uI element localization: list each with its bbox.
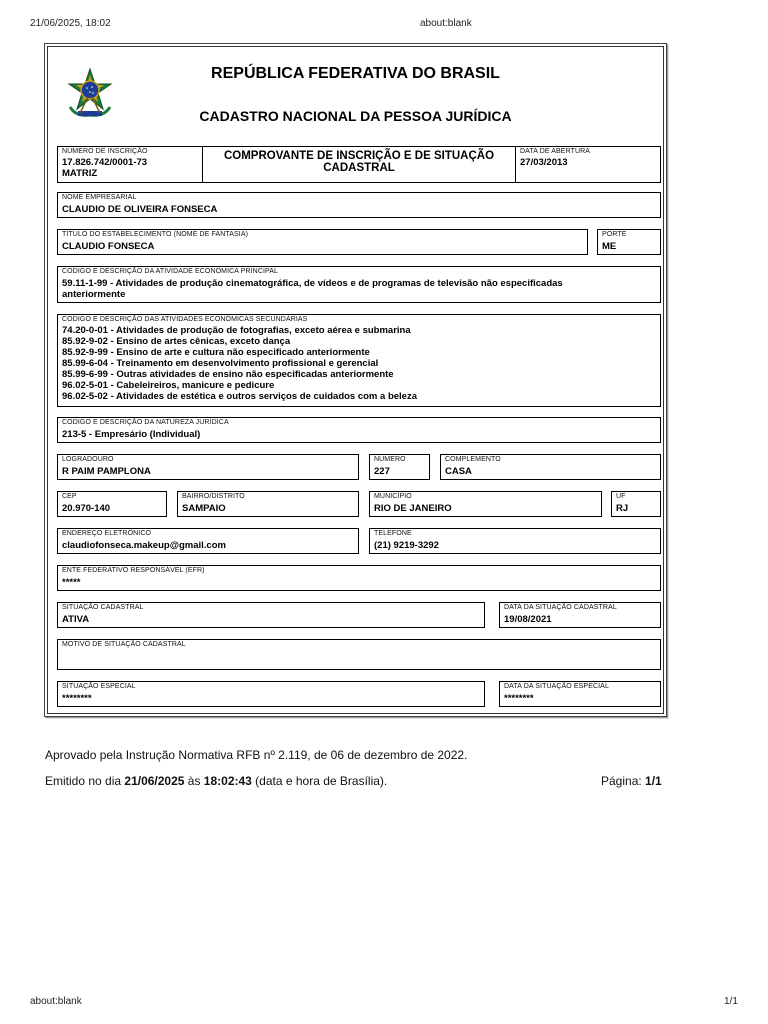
numero-box bbox=[369, 454, 430, 480]
bairro-label: BAIRRO/DISTRITO bbox=[182, 493, 245, 500]
logradouro-box bbox=[57, 454, 359, 480]
cnpj-document bbox=[44, 43, 667, 717]
atividades-secundarias-box bbox=[57, 314, 661, 407]
telefone-label: TELEFONE bbox=[374, 530, 412, 537]
efr-box bbox=[57, 565, 661, 591]
motivo-box bbox=[57, 639, 661, 670]
emitido-suffix: (data e hora de Brasília). bbox=[251, 774, 388, 788]
uf-value: RJ bbox=[616, 503, 629, 514]
bairro-box bbox=[177, 491, 359, 517]
data-situacao-especial-box bbox=[499, 681, 661, 707]
nome-empresarial-value: CLAUDIO DE OLIVEIRA FONSECA bbox=[62, 204, 218, 215]
municipio-label: MUNICÍPIO bbox=[374, 493, 412, 500]
fantasia-label: TÍTULO DO ESTABELECIMENTO (NOME DE FANTASIA) bbox=[62, 231, 249, 238]
atividade-principal-label: CÓDIGO E DESCRIÇÃO DA ATIVIDADE ECONÔMICA PRINCIPAL bbox=[62, 268, 279, 275]
fantasia-value: CLAUDIO FONSECA bbox=[62, 241, 155, 252]
email-value: claudiofonseca.makeup@gmail.com bbox=[62, 540, 226, 551]
porte-box bbox=[597, 229, 661, 255]
inscricao-label: NÚMERO DE INSCRIÇÃO bbox=[62, 148, 148, 155]
cep-value: 20.970-140 bbox=[62, 503, 111, 514]
atividade-principal-line2: anteriormente bbox=[62, 289, 126, 300]
situacao-box bbox=[57, 602, 485, 628]
nome-empresarial-label: NOME EMPRESARIAL bbox=[62, 194, 137, 201]
inscricao-type: MATRIZ bbox=[62, 168, 98, 179]
atividades-secundarias-label: CÓDIGO E DESCRIÇÃO DAS ATIVIDADES ECONÔMICAS SECUNDÁRIAS bbox=[62, 316, 308, 323]
logradouro-value: R PAIM PAMPLONA bbox=[62, 466, 151, 477]
print-url: about:blank bbox=[420, 18, 472, 29]
logradouro-label: LOGRADOURO bbox=[62, 456, 114, 463]
complemento-label: COMPLEMENTO bbox=[445, 456, 501, 463]
document-subtitle: CADASTRO NACIONAL DA PESSOA JURÍDICA bbox=[199, 108, 512, 124]
uf-label: UF bbox=[616, 493, 626, 500]
print-footer-url: about:blank bbox=[30, 996, 82, 1007]
data-situacao-especial-value: ******** bbox=[504, 693, 534, 704]
inscricao-row bbox=[57, 146, 661, 183]
document-title: REPÚBLICA FEDERATIVA DO BRASIL bbox=[211, 65, 500, 82]
pagina-label: Página: bbox=[601, 774, 646, 788]
efr-label: ENTE FEDERATIVO RESPONSÁVEL (EFR) bbox=[62, 567, 205, 574]
complemento-box bbox=[440, 454, 661, 480]
municipio-value: RIO DE JANEIRO bbox=[374, 503, 452, 514]
emitido-time: 18:02:43 bbox=[203, 774, 252, 788]
data-situacao-label: DATA DA SITUAÇÃO CADASTRAL bbox=[504, 604, 617, 611]
telefone-value: (21) 9219-3292 bbox=[374, 540, 439, 551]
atividade-principal-line1: 59.11-1-99 - Atividades de produção cinematográfica, de vídeos e de programas de televisão não especificadas bbox=[62, 278, 563, 289]
situacao-especial-box bbox=[57, 681, 485, 707]
data-situacao-box bbox=[499, 602, 661, 628]
emitido-prefix: Emitido no dia bbox=[45, 774, 125, 788]
emitido-mid: às bbox=[184, 774, 204, 788]
pagina-note bbox=[601, 774, 662, 788]
print-page-count: 1/1 bbox=[724, 996, 738, 1007]
complemento-value: CASA bbox=[445, 466, 472, 477]
situacao-especial-label: SITUAÇÃO ESPECIAL bbox=[62, 683, 136, 690]
numero-label: NÚMERO bbox=[374, 456, 406, 463]
telefone-box bbox=[369, 528, 661, 554]
cep-box bbox=[57, 491, 167, 517]
motivo-label: MOTIVO DE SITUAÇÃO CADASTRAL bbox=[62, 641, 186, 648]
data-situacao-especial-label: DATA DA SITUAÇÃO ESPECIAL bbox=[504, 683, 609, 690]
numero-value: 227 bbox=[374, 466, 390, 477]
list-item: 85.99-6-04 - Treinamento em desenvolvimento profissional e gerencial bbox=[62, 358, 379, 369]
inscricao-number: 17.826.742/0001-73 bbox=[62, 157, 148, 168]
list-item: 96.02-5-01 - Cabeleireiros, manicure e pedicure bbox=[62, 380, 275, 391]
email-label: ENDEREÇO ELETRÔNICO bbox=[62, 530, 152, 537]
list-item: 96.02-5-02 - Atividades de estética e outros serviços de cuidados com a beleza bbox=[62, 391, 417, 402]
cep-label: CEP bbox=[62, 493, 77, 500]
abertura-value: 27/03/2013 bbox=[520, 157, 568, 168]
porte-value: ME bbox=[602, 241, 617, 252]
list-item: 74.20-0-01 - Atividades de produção de fotografias, exceto aérea e submarina bbox=[62, 325, 411, 336]
natureza-label: CÓDIGO E DESCRIÇÃO DA NATUREZA JURÍDICA bbox=[62, 419, 229, 426]
emitido-note bbox=[45, 774, 387, 788]
situacao-especial-value: ******** bbox=[62, 693, 92, 704]
uf-box bbox=[611, 491, 661, 517]
efr-value: ***** bbox=[62, 577, 81, 588]
list-item: 85.92-9-02 - Ensino de artes cênicas, exceto dança bbox=[62, 336, 291, 347]
comprovante-title-line2: CADASTRAL bbox=[323, 162, 395, 174]
data-situacao-value: 19/08/2021 bbox=[504, 614, 552, 625]
atividade-principal-box bbox=[57, 266, 661, 303]
natureza-box bbox=[57, 417, 661, 443]
email-box bbox=[57, 528, 359, 554]
bairro-value: SAMPAIO bbox=[182, 503, 226, 514]
emitido-date: 21/06/2025 bbox=[124, 774, 185, 788]
fantasia-box bbox=[57, 229, 588, 255]
situacao-value: ATIVA bbox=[62, 614, 90, 625]
aprovado-note: Aprovado pela Instrução Normativa RFB nº 2.119, de 06 de dezembro de 2022. bbox=[45, 748, 468, 762]
nome-empresarial-box bbox=[57, 192, 661, 218]
comprovante-title-line1: COMPROVANTE DE INSCRIÇÃO E DE SITUAÇÃO bbox=[223, 150, 495, 162]
municipio-box bbox=[369, 491, 602, 517]
pagina-value: 1/1 bbox=[645, 774, 662, 788]
porte-label: PORTE bbox=[602, 231, 627, 238]
print-datetime: 21/06/2025, 18:02 bbox=[30, 18, 111, 29]
list-item: 85.92-9-99 - Ensino de arte e cultura não especificado anteriormente bbox=[62, 347, 370, 358]
natureza-value: 213-5 - Empresário (Individual) bbox=[62, 429, 201, 440]
abertura-label: DATA DE ABERTURA bbox=[520, 148, 591, 155]
list-item: 85.99-6-99 - Outras atividades de ensino não especificadas anteriormente bbox=[62, 369, 394, 380]
atividades-secundarias-list bbox=[62, 325, 417, 402]
situacao-label: SITUAÇÃO CADASTRAL bbox=[62, 604, 144, 611]
